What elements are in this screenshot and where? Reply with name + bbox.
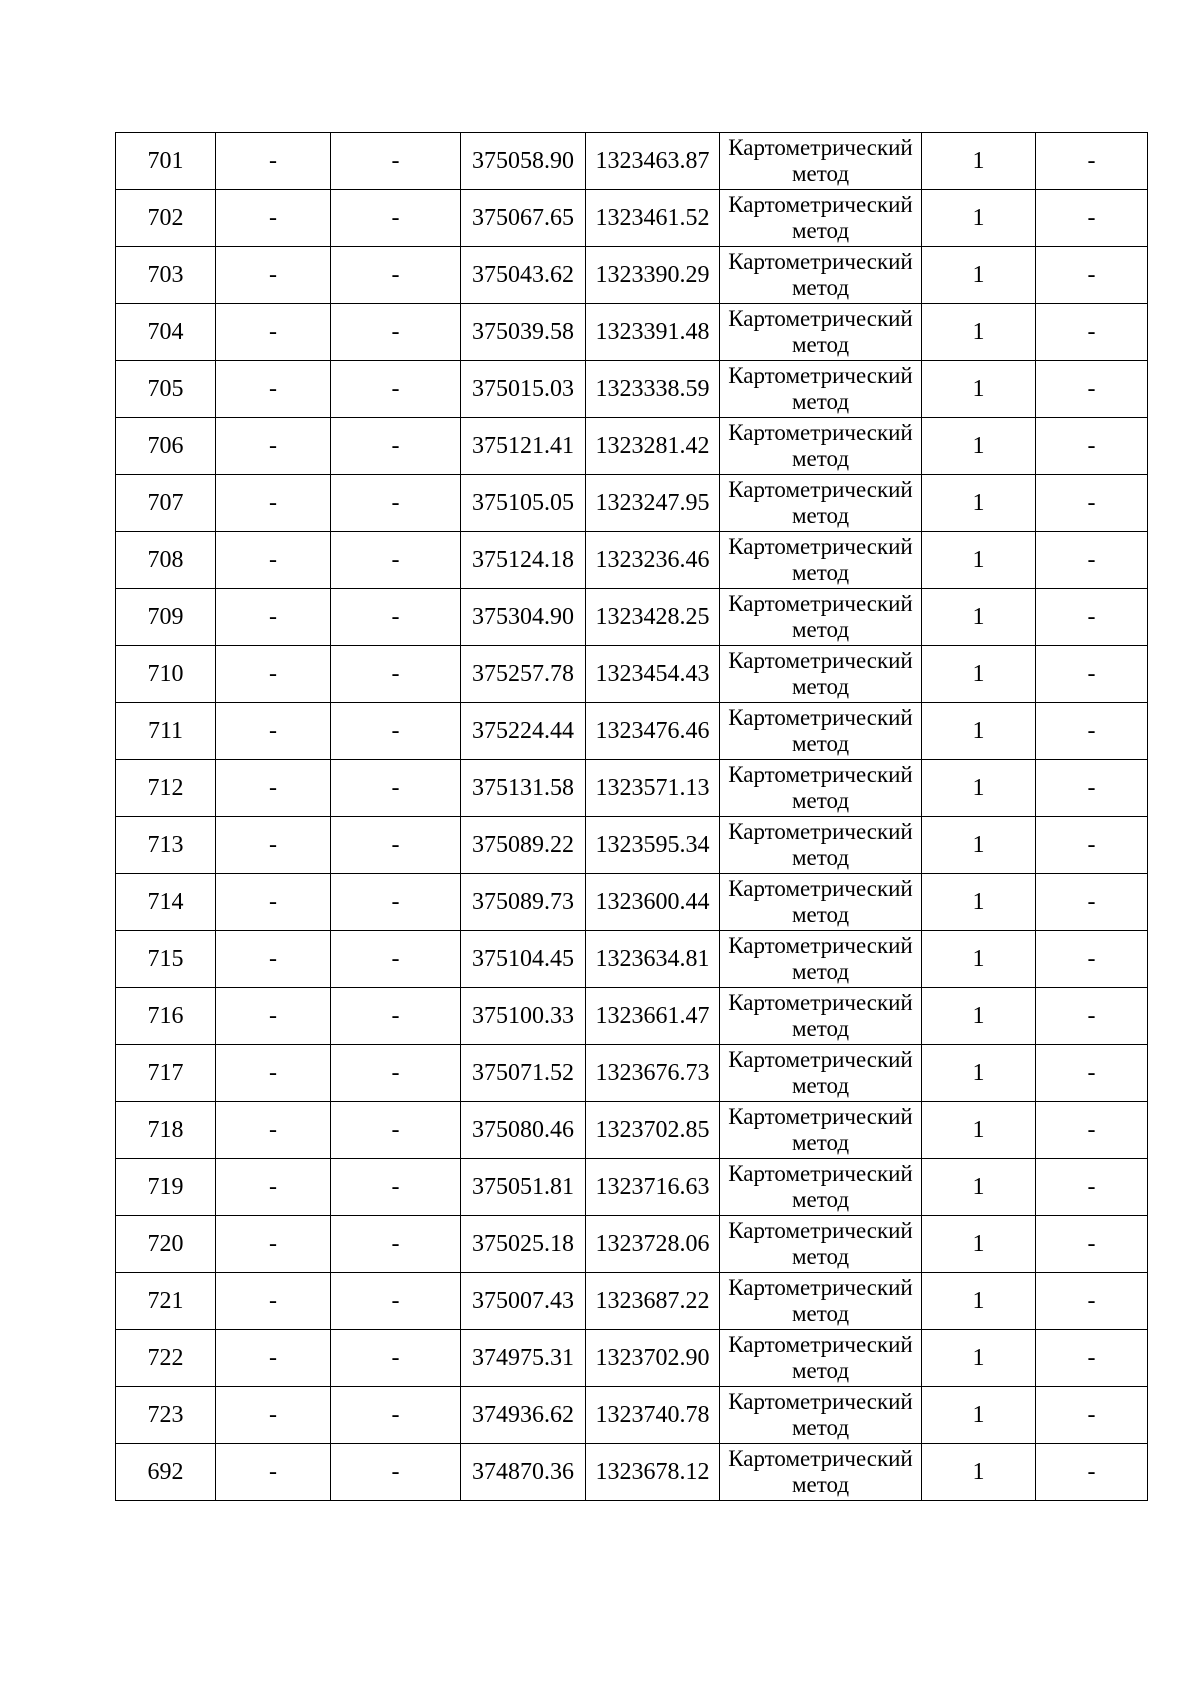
column-2-cell: -	[216, 1387, 331, 1444]
column-7-cell: 1	[922, 703, 1036, 760]
y-coordinate-cell: 1323676.73	[586, 1045, 720, 1102]
column-2-cell: -	[216, 532, 331, 589]
x-coordinate-cell: 375304.90	[461, 589, 586, 646]
column-3-cell: -	[331, 190, 461, 247]
y-coordinate-cell: 1323702.90	[586, 1330, 720, 1387]
column-7-cell: 1	[922, 475, 1036, 532]
point-number-cell: 692	[116, 1444, 216, 1501]
column-3-cell: -	[331, 133, 461, 190]
table-row	[116, 1387, 1148, 1444]
method-line-1: Картометрический	[728, 1161, 913, 1186]
column-2-cell: -	[216, 931, 331, 988]
point-number-cell: 704	[116, 304, 216, 361]
column-2-cell: -	[216, 418, 331, 475]
method-line-1: Картометрический	[728, 1218, 913, 1243]
x-coordinate-cell: 375080.46	[461, 1102, 586, 1159]
column-2-cell: -	[216, 304, 331, 361]
table-row	[116, 760, 1148, 817]
method-line-1: Картометрический	[728, 306, 913, 331]
method-line-2: метод	[791, 332, 850, 357]
x-coordinate-cell: 374975.31	[461, 1330, 586, 1387]
point-number-cell: 714	[116, 874, 216, 931]
column-3-cell: -	[331, 304, 461, 361]
x-coordinate-cell: 375039.58	[461, 304, 586, 361]
y-coordinate-cell: 1323236.46	[586, 532, 720, 589]
method-cell	[720, 1444, 922, 1501]
column-3-cell: -	[331, 646, 461, 703]
method-cell	[720, 475, 922, 532]
method-line-1: Картометрический	[728, 249, 913, 274]
method-line-2: метод	[791, 389, 850, 414]
method-cell	[720, 988, 922, 1045]
column-7-cell: 1	[922, 1216, 1036, 1273]
point-number-cell: 715	[116, 931, 216, 988]
point-number-cell: 703	[116, 247, 216, 304]
method-line-2: метод	[791, 1073, 850, 1098]
column-8-cell: -	[1036, 133, 1148, 190]
column-7-cell: 1	[922, 817, 1036, 874]
method-cell	[720, 1045, 922, 1102]
point-number-cell: 713	[116, 817, 216, 874]
column-3-cell: -	[331, 532, 461, 589]
point-number-cell: 711	[116, 703, 216, 760]
column-2-cell: -	[216, 1102, 331, 1159]
method-line-2: метод	[791, 1415, 850, 1440]
column-3-cell: -	[331, 874, 461, 931]
column-2-cell: -	[216, 988, 331, 1045]
column-3-cell: -	[331, 1216, 461, 1273]
column-3-cell: -	[331, 817, 461, 874]
column-3-cell: -	[331, 247, 461, 304]
column-8-cell: -	[1036, 247, 1148, 304]
method-cell	[720, 760, 922, 817]
x-coordinate-cell: 374870.36	[461, 1444, 586, 1501]
y-coordinate-cell: 1323390.29	[586, 247, 720, 304]
column-7-cell: 1	[922, 760, 1036, 817]
y-coordinate-cell: 1323461.52	[586, 190, 720, 247]
method-cell	[720, 247, 922, 304]
y-coordinate-cell: 1323476.46	[586, 703, 720, 760]
coordinates-table	[115, 132, 1148, 1501]
method-line-1: Картометрический	[728, 534, 913, 559]
x-coordinate-cell: 374936.62	[461, 1387, 586, 1444]
method-line-2: метод	[791, 1301, 850, 1326]
column-2-cell: -	[216, 1273, 331, 1330]
x-coordinate-cell: 375105.05	[461, 475, 586, 532]
y-coordinate-cell: 1323595.34	[586, 817, 720, 874]
column-7-cell: 1	[922, 361, 1036, 418]
method-line-2: метод	[791, 731, 850, 756]
column-3-cell: -	[331, 988, 461, 1045]
table-row	[116, 589, 1148, 646]
method-line-2: метод	[791, 503, 850, 528]
method-line-2: метод	[791, 560, 850, 585]
column-3-cell: -	[331, 475, 461, 532]
point-number-cell: 705	[116, 361, 216, 418]
table-row	[116, 418, 1148, 475]
method-cell	[720, 703, 922, 760]
x-coordinate-cell: 375071.52	[461, 1045, 586, 1102]
column-2-cell: -	[216, 646, 331, 703]
table-body	[116, 133, 1148, 1501]
method-cell	[720, 589, 922, 646]
table-row	[116, 988, 1148, 1045]
column-7-cell: 1	[922, 247, 1036, 304]
column-7-cell: 1	[922, 874, 1036, 931]
method-cell	[720, 817, 922, 874]
column-3-cell: -	[331, 1159, 461, 1216]
method-line-2: метод	[791, 161, 850, 186]
column-7-cell: 1	[922, 1330, 1036, 1387]
column-8-cell: -	[1036, 760, 1148, 817]
column-8-cell: -	[1036, 817, 1148, 874]
column-2-cell: -	[216, 361, 331, 418]
method-line-1: Картометрический	[728, 591, 913, 616]
table-row	[116, 190, 1148, 247]
table-row	[116, 1159, 1148, 1216]
method-line-2: метод	[791, 845, 850, 870]
point-number-cell: 701	[116, 133, 216, 190]
column-7-cell: 1	[922, 1045, 1036, 1102]
method-line-1: Картометрический	[728, 1104, 913, 1129]
method-line-2: метод	[791, 1358, 850, 1383]
point-number-cell: 712	[116, 760, 216, 817]
point-number-cell: 709	[116, 589, 216, 646]
point-number-cell: 708	[116, 532, 216, 589]
method-line-1: Картометрический	[728, 1047, 913, 1072]
x-coordinate-cell: 375124.18	[461, 532, 586, 589]
y-coordinate-cell: 1323281.42	[586, 418, 720, 475]
column-3-cell: -	[331, 1045, 461, 1102]
table-row	[116, 874, 1148, 931]
method-line-1: Картометрический	[728, 876, 913, 901]
column-8-cell: -	[1036, 190, 1148, 247]
column-7-cell: 1	[922, 1387, 1036, 1444]
column-7-cell: 1	[922, 1102, 1036, 1159]
column-7-cell: 1	[922, 1444, 1036, 1501]
column-8-cell: -	[1036, 475, 1148, 532]
method-line-1: Картометрический	[728, 990, 913, 1015]
point-number-cell: 719	[116, 1159, 216, 1216]
method-line-2: метод	[791, 788, 850, 813]
table-row	[116, 304, 1148, 361]
y-coordinate-cell: 1323740.78	[586, 1387, 720, 1444]
table-row	[116, 1045, 1148, 1102]
method-line-2: метод	[791, 1472, 850, 1497]
column-8-cell: -	[1036, 1216, 1148, 1273]
y-coordinate-cell: 1323678.12	[586, 1444, 720, 1501]
method-line-1: Картометрический	[728, 477, 913, 502]
method-line-1: Картометрический	[728, 1446, 913, 1471]
table-row	[116, 1444, 1148, 1501]
x-coordinate-cell: 375007.43	[461, 1273, 586, 1330]
y-coordinate-cell: 1323454.43	[586, 646, 720, 703]
method-line-1: Картометрический	[728, 363, 913, 388]
point-number-cell: 720	[116, 1216, 216, 1273]
column-2-cell: -	[216, 589, 331, 646]
method-line-1: Картометрический	[728, 192, 913, 217]
y-coordinate-cell: 1323338.59	[586, 361, 720, 418]
column-2-cell: -	[216, 1444, 331, 1501]
point-number-cell: 722	[116, 1330, 216, 1387]
table-row	[116, 133, 1148, 190]
y-coordinate-cell: 1323728.06	[586, 1216, 720, 1273]
table-row	[116, 646, 1148, 703]
x-coordinate-cell: 375051.81	[461, 1159, 586, 1216]
method-line-2: метод	[791, 275, 850, 300]
table-row	[116, 475, 1148, 532]
column-3-cell: -	[331, 1330, 461, 1387]
column-3-cell: -	[331, 1273, 461, 1330]
point-number-cell: 716	[116, 988, 216, 1045]
x-coordinate-cell: 375224.44	[461, 703, 586, 760]
column-2-cell: -	[216, 703, 331, 760]
method-line-1: Картометрический	[728, 819, 913, 844]
method-line-2: метод	[791, 674, 850, 699]
column-8-cell: -	[1036, 1330, 1148, 1387]
column-3-cell: -	[331, 760, 461, 817]
method-cell	[720, 418, 922, 475]
table-row	[116, 817, 1148, 874]
x-coordinate-cell: 375121.41	[461, 418, 586, 475]
method-cell	[720, 532, 922, 589]
point-number-cell: 718	[116, 1102, 216, 1159]
method-line-2: метод	[791, 218, 850, 243]
column-8-cell: -	[1036, 988, 1148, 1045]
y-coordinate-cell: 1323600.44	[586, 874, 720, 931]
column-7-cell: 1	[922, 589, 1036, 646]
column-3-cell: -	[331, 361, 461, 418]
column-3-cell: -	[331, 1387, 461, 1444]
column-2-cell: -	[216, 817, 331, 874]
y-coordinate-cell: 1323428.25	[586, 589, 720, 646]
x-coordinate-cell: 375015.03	[461, 361, 586, 418]
column-8-cell: -	[1036, 1045, 1148, 1102]
y-coordinate-cell: 1323634.81	[586, 931, 720, 988]
column-2-cell: -	[216, 247, 331, 304]
method-line-1: Картометрический	[728, 648, 913, 673]
x-coordinate-cell: 375089.22	[461, 817, 586, 874]
method-cell	[720, 646, 922, 703]
point-number-cell: 707	[116, 475, 216, 532]
y-coordinate-cell: 1323247.95	[586, 475, 720, 532]
column-7-cell: 1	[922, 532, 1036, 589]
y-coordinate-cell: 1323702.85	[586, 1102, 720, 1159]
method-cell	[720, 1102, 922, 1159]
table-row	[116, 703, 1148, 760]
method-cell	[720, 361, 922, 418]
method-line-2: метод	[791, 1244, 850, 1269]
column-7-cell: 1	[922, 646, 1036, 703]
method-line-1: Картометрический	[728, 933, 913, 958]
column-8-cell: -	[1036, 1159, 1148, 1216]
column-7-cell: 1	[922, 931, 1036, 988]
table-row	[116, 1330, 1148, 1387]
column-3-cell: -	[331, 589, 461, 646]
point-number-cell: 723	[116, 1387, 216, 1444]
column-2-cell: -	[216, 1216, 331, 1273]
table-row	[116, 1216, 1148, 1273]
method-cell	[720, 133, 922, 190]
x-coordinate-cell: 375131.58	[461, 760, 586, 817]
method-cell	[720, 1273, 922, 1330]
y-coordinate-cell: 1323661.47	[586, 988, 720, 1045]
column-7-cell: 1	[922, 418, 1036, 475]
column-8-cell: -	[1036, 361, 1148, 418]
column-2-cell: -	[216, 760, 331, 817]
method-cell	[720, 874, 922, 931]
method-line-1: Картометрический	[728, 135, 913, 160]
column-2-cell: -	[216, 133, 331, 190]
table-row	[116, 532, 1148, 589]
column-3-cell: -	[331, 703, 461, 760]
table-row	[116, 931, 1148, 988]
method-cell	[720, 304, 922, 361]
column-8-cell: -	[1036, 931, 1148, 988]
table-row	[116, 1273, 1148, 1330]
method-cell	[720, 1159, 922, 1216]
column-8-cell: -	[1036, 703, 1148, 760]
method-cell	[720, 1216, 922, 1273]
method-line-1: Картометрический	[728, 762, 913, 787]
method-line-2: метод	[791, 902, 850, 927]
column-8-cell: -	[1036, 304, 1148, 361]
column-7-cell: 1	[922, 988, 1036, 1045]
method-cell	[720, 1387, 922, 1444]
x-coordinate-cell: 375089.73	[461, 874, 586, 931]
y-coordinate-cell: 1323716.63	[586, 1159, 720, 1216]
method-line-2: метод	[791, 446, 850, 471]
x-coordinate-cell: 375058.90	[461, 133, 586, 190]
x-coordinate-cell: 375025.18	[461, 1216, 586, 1273]
column-2-cell: -	[216, 475, 331, 532]
column-8-cell: -	[1036, 589, 1148, 646]
column-8-cell: -	[1036, 1444, 1148, 1501]
column-8-cell: -	[1036, 1387, 1148, 1444]
method-line-1: Картометрический	[728, 705, 913, 730]
x-coordinate-cell: 375104.45	[461, 931, 586, 988]
method-cell	[720, 931, 922, 988]
column-3-cell: -	[331, 1102, 461, 1159]
column-7-cell: 1	[922, 1159, 1036, 1216]
table-row	[116, 247, 1148, 304]
point-number-cell: 706	[116, 418, 216, 475]
column-2-cell: -	[216, 1045, 331, 1102]
column-7-cell: 1	[922, 1273, 1036, 1330]
column-3-cell: -	[331, 418, 461, 475]
method-line-2: метод	[791, 1016, 850, 1041]
column-7-cell: 1	[922, 190, 1036, 247]
method-line-2: метод	[791, 617, 850, 642]
method-line-1: Картометрический	[728, 420, 913, 445]
column-2-cell: -	[216, 1330, 331, 1387]
y-coordinate-cell: 1323391.48	[586, 304, 720, 361]
point-number-cell: 702	[116, 190, 216, 247]
column-7-cell: 1	[922, 133, 1036, 190]
table-row	[116, 1102, 1148, 1159]
column-2-cell: -	[216, 190, 331, 247]
x-coordinate-cell: 375043.62	[461, 247, 586, 304]
column-8-cell: -	[1036, 418, 1148, 475]
method-line-1: Картометрический	[728, 1332, 913, 1357]
column-8-cell: -	[1036, 1273, 1148, 1330]
method-cell	[720, 1330, 922, 1387]
column-8-cell: -	[1036, 532, 1148, 589]
point-number-cell: 717	[116, 1045, 216, 1102]
method-line-2: метод	[791, 959, 850, 984]
method-line-1: Картометрический	[728, 1389, 913, 1414]
column-8-cell: -	[1036, 646, 1148, 703]
y-coordinate-cell: 1323687.22	[586, 1273, 720, 1330]
point-number-cell: 710	[116, 646, 216, 703]
y-coordinate-cell: 1323463.87	[586, 133, 720, 190]
method-cell	[720, 190, 922, 247]
method-line-2: метод	[791, 1187, 850, 1212]
column-3-cell: -	[331, 931, 461, 988]
column-2-cell: -	[216, 1159, 331, 1216]
x-coordinate-cell: 375067.65	[461, 190, 586, 247]
x-coordinate-cell: 375100.33	[461, 988, 586, 1045]
y-coordinate-cell: 1323571.13	[586, 760, 720, 817]
column-3-cell: -	[331, 1444, 461, 1501]
column-2-cell: -	[216, 874, 331, 931]
column-8-cell: -	[1036, 1102, 1148, 1159]
table-row	[116, 361, 1148, 418]
column-8-cell: -	[1036, 874, 1148, 931]
point-number-cell: 721	[116, 1273, 216, 1330]
x-coordinate-cell: 375257.78	[461, 646, 586, 703]
method-line-1: Картометрический	[728, 1275, 913, 1300]
column-7-cell: 1	[922, 304, 1036, 361]
method-line-2: метод	[791, 1130, 850, 1155]
